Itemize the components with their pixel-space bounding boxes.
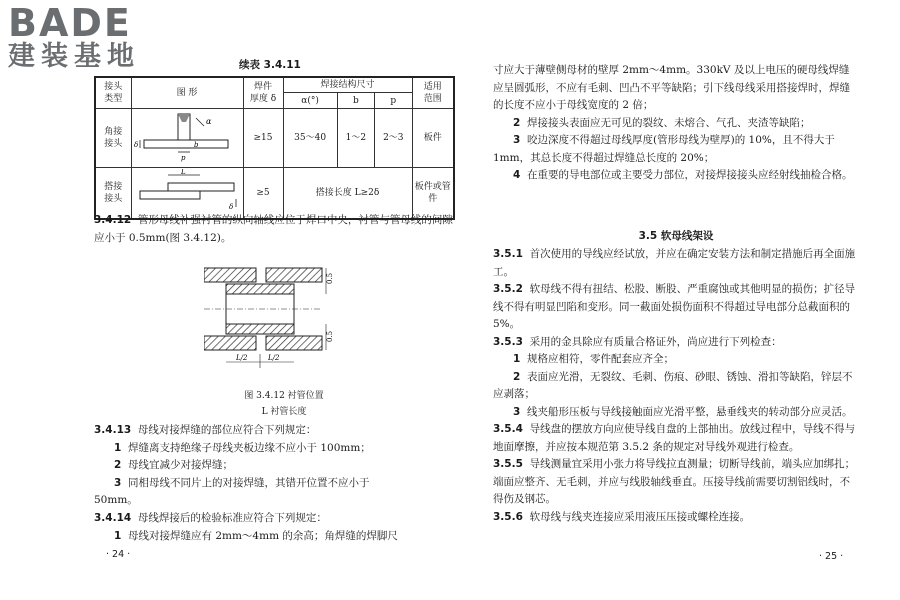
header-shape: 图 形 [131,77,243,109]
clause-text: 管形母线补强衬管的纵向轴线应位于焊口中央，衬管与管母线的间隙应小于 0.5mm(图 3.4.12)。 [94,214,453,244]
header-alpha: α(°) [283,93,337,109]
cell-thickness: ≥5 [243,168,283,220]
clause-3-5-5: 3.5.5 导线测量宜采用小张力将导线拉直测量；切断导线前，端头应加绑扎；端面应整齐、无毛刺，并应与线股轴线垂直。压接导线前需要切割铝线时，不得伤及钢芯。 [493,458,856,505]
label-delta: δ [134,141,139,149]
header-p: p [375,93,412,109]
table-title: 续表 3.4.11 [239,59,301,71]
clause-text: 母线对接焊缝的部位应符合下列规定： [137,424,317,436]
logo-text-en: BADE [8,1,132,45]
dim-gap-top: 0.5 [326,272,334,284]
cell-lap-length: 搭接长度 L≥2δ [283,168,412,220]
cell-thickness: ≥15 [243,109,283,168]
label-L: L [181,169,186,176]
header-joint-type: 接头 类型 [95,77,131,109]
dim-gap-bottom: 0.5 [326,330,334,342]
clause-3-5-3: 3.5.3 采用的金具除应有质量合格证外，尚应进行下列检查： [493,335,782,348]
list-item: 2 母线宜减少对接焊缝； [114,459,233,471]
header-b: b [337,93,374,109]
list-item: 3 同相母线不同片上的对接焊缝，其错开位置不应小于 [114,476,370,489]
cell-scope: 板件或管件 [412,168,454,220]
clause-text: 母线焊接后的检验标准应符合下列规定： [137,512,327,524]
header-thickness: 焊件 厚度 δ [243,77,283,109]
header-structure: 焊接结构尺寸 [283,77,412,93]
figure-3-4-12 [204,258,354,383]
clause-3-4-12 [94,212,456,247]
list-item: 1 母线对接焊缝应有 2mm～4mm 的余高；角焊缝的焊脚尺 [114,529,398,542]
clause-3-5-6: 3.5.6 软母线与线夹连接应采用液压压接或螺栓连接。 [493,510,751,523]
list-item: 3 线夹船形压板与导线接触面应光滑平整，悬垂线夹的转动部分应灵活。 [513,405,853,418]
list-item: 3 咬边深度不得超过母线厚度(管形母线为壁厚)的 10%，且不得大于 1mm，其总长度不得超过焊缝总长度的 20%； [493,134,835,164]
list-item: 4 在重要的导电部位或主要受力部位，对接焊接接头应经射线抽检合格。 [513,169,853,181]
clause-3-5-1: 3.5.1 首次使用的导线应经试放，并应在确定安装方法和制定措施后再全面施工。 [493,248,856,278]
clause-number: 3.4.13 [94,424,132,436]
list-item: 2 焊接接头表面应无可见的裂纹、未熔合、气孔、夹渣等缺陷； [513,116,811,129]
clause-number: 3.4.14 [94,512,132,524]
figure-caption: 图 3.4.12 衬管位置 [244,391,324,401]
list-item: 1 规格应相符，零件配套应齐全； [513,353,674,365]
cell-type: 角接 接头 [95,109,131,168]
section-title: 3.5 软母线架设 [638,230,714,242]
label-delta-lap: δ [229,203,234,211]
list-item: 2 表面应光滑，无裂纹、毛刺、伤痕、砂眼、锈蚀、滑扣等缺陷，锌层不应剥落； [493,370,853,400]
lap-joint-figure [134,169,240,213]
header-scope: 适用 范围 [412,77,454,109]
clause-3-5-2: 3.5.2 软母线不得有扭结、松股、断股、严重腐蚀或其他明显的损伤；扩径导线不得有明显凹陷和变形。同一截面处损伤面积不得超过导电部分总截面积的 5%。 [493,283,856,330]
clause-3-4-14 [94,510,456,545]
table-row [95,109,454,168]
left-page [94,0,456,600]
logo-text-cn: 建装基地 [8,41,140,72]
label-b: b [194,141,199,149]
page-number-left: · 24 · [106,549,131,560]
dim-half-left: L/2 [236,354,248,362]
label-p: p [181,154,186,162]
figure-legend: L 衬管长度 [261,407,307,417]
cell-p: 2～3 [375,109,412,168]
continued-text: 寸应大于薄壁侧母材的壁厚 2mm～4mm。330kV 及以上电压的硬母线焊缝应呈圆弧形，不应有毛刺、凹凸不平等缺陷；引下线母线采用搭接焊时，焊缝的长度不应小于母线宽度的 2 倍； [493,64,850,111]
cell-figure-corner [131,109,243,168]
list-item-tail: 50mm。 [94,494,138,506]
corner-joint-figure [134,110,240,162]
weld-table [94,76,455,220]
list-item: 1 焊缝离支持绝缘子母线夹板边缘不应小于 100mm； [114,441,371,454]
cell-b: 1～2 [337,109,374,168]
dim-half-right: L/2 [268,354,280,362]
right-page [493,0,859,600]
cell-alpha: 35～40 [283,109,337,168]
cell-scope: 板件 [412,109,454,168]
clause-3-4-13 [94,422,456,510]
cell-type: 搭接 接头 [95,168,131,220]
section-3-5-body [493,246,859,526]
page-number-right: · 25 · [819,551,844,562]
clause-number: 3.4.12 [94,214,132,226]
label-alpha: α [206,117,212,126]
clause-3-5-4: 3.5.4 导线盘的摆放方向应使导线自盘的上部抽出。放线过程中，导线不得与地面摩擦，并应按本规范第 3.5.2 条的规定对导线外观进行检查。 [493,423,856,453]
clause-3-4-14-continued [493,62,859,185]
sleeve-figure [204,258,354,376]
